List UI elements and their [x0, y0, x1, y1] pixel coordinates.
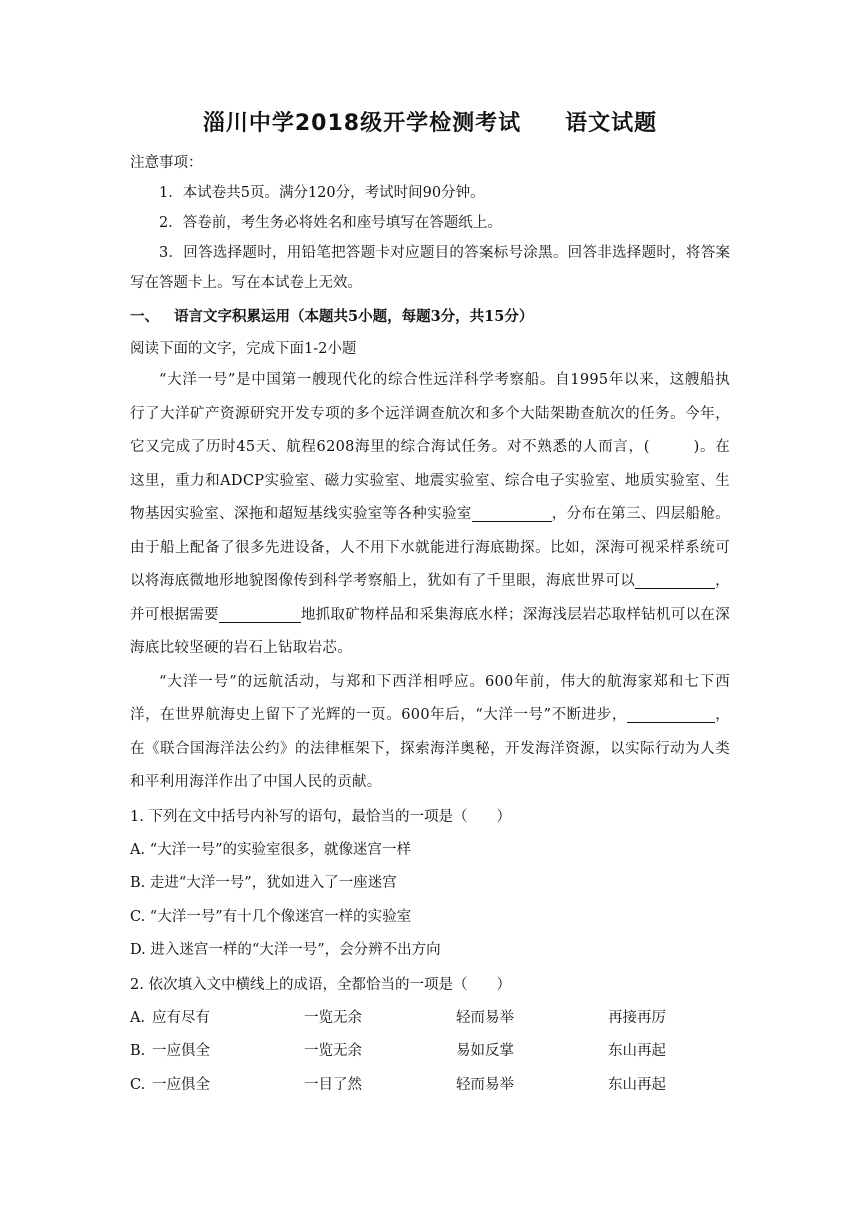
- notes-block: [130, 148, 730, 298]
- fill-blank: [472, 503, 552, 522]
- page-title: [130, 108, 730, 140]
- option-c: [130, 1069, 730, 1103]
- option-label: B.: [130, 1043, 146, 1059]
- fill-blank: [627, 704, 715, 723]
- option-a: A. “大洋一号”的实验室很多，就像迷宫一样: [130, 841, 412, 858]
- option-word: 再接再厉: [608, 1009, 666, 1026]
- question-stem: 1. 下列在文中括号内补写的语句，最恰当的一项是（ ）: [130, 808, 511, 825]
- section-number: 一、: [130, 308, 159, 325]
- passage-text: )。在这里，重力和ADCP实验室、磁力实验室、地震实验室、综合电子实验室、地质实验室、生物基因实验室、深拖和超短基线实验室等各种实验室: [130, 439, 730, 522]
- section-title: 语言文字积累运用（本题共5小题，每题3分，共15分）: [174, 308, 534, 325]
- option-word: 易如反掌: [456, 1043, 514, 1059]
- fill-blank: [635, 570, 715, 589]
- passage-text: 地抓取矿物样品和采集海底水样；深海浅层岩芯取样钻机可以在深海底比较坚硬的岩石上钻取岩芯。: [130, 606, 731, 656]
- exam-page: [130, 108, 730, 1102]
- passage-text: ，在《联合国海洋法公约》的法律框架下，探索海洋奥秘，开发海洋资源，以实际行动为人类和平利用海洋作出了中国人民的贡献。: [130, 707, 730, 790]
- option-c: C. “大洋一号”有十几个像迷宫一样的实验室: [130, 908, 412, 925]
- option-word: 一览无余: [304, 1009, 362, 1026]
- passage-text: ，并可根据需要: [130, 573, 730, 623]
- notes-heading: 注意事项：: [130, 155, 203, 171]
- option-word: 东山再起: [608, 1076, 666, 1093]
- question-1: [130, 800, 730, 968]
- note-item: 3．回答选择题时，用铅笔把答题卡对应题目的答案标号涂黑。回答非选择题时，将答案写在答题卡上。写在本试卷上无效。: [130, 245, 730, 291]
- section-heading: [130, 300, 730, 334]
- option-word: 轻而易举: [456, 1076, 514, 1093]
- option-word: 轻而易举: [456, 1009, 514, 1026]
- subject-title: 语文试题: [565, 111, 658, 136]
- option-word: 一应俱全: [152, 1043, 210, 1059]
- option-d: D. 进入迷宫一样的“大洋一号”，会分辨不出方向: [130, 942, 441, 958]
- note-item: 1．本试卷共5页。满分120分，考试时间90分钟。: [159, 185, 485, 201]
- option-a: [130, 1002, 730, 1036]
- note-item: 2．答卷前，考生务必将姓名和座号填写在答题纸上。: [159, 215, 502, 231]
- question-2: [130, 968, 730, 1103]
- fill-blank: [219, 604, 301, 623]
- school-title: 淄川中学2018级开学检测考试: [202, 111, 522, 136]
- option-word: 一览无余: [304, 1043, 362, 1059]
- passage-paragraph-2: [130, 666, 730, 800]
- passage-text: “大洋一号”的远航活动，与郑和下西洋相呼应。600年前，伟大的航海家郑和七下西洋，在世界航海史上留下了光辉的一页。600年后，“大洋一号”不断进步，: [130, 673, 730, 723]
- option-word: 一应俱全: [152, 1076, 210, 1093]
- option-b: B. 走进“大洋一号”，犹如进入了一座迷宫: [130, 875, 397, 891]
- passage-paragraph-1: [130, 364, 730, 666]
- passage-text: ，分布在第三、四层船舱。由于船上配备了很多先进设备，人不用下水就能进行海底勘探。比如，深海可视采样系统可以将海底微地形地貌图像传到科学考察船上，犹如有了千里眼，海底世界可以: [130, 506, 730, 589]
- question-stem: 2. 依次填入文中横线上的成语，全都恰当的一项是（ ）: [130, 976, 511, 993]
- option-word: 东山再起: [608, 1043, 666, 1059]
- option-label: A.: [130, 1009, 146, 1026]
- option-word: 一目了然: [304, 1076, 362, 1093]
- reading-instruction: 阅读下面的文字，完成下面1-2小题: [130, 341, 357, 357]
- passage-text: “大洋一号”是中国第一艘现代化的综合性远洋科学考察船。自1995年以来，这艘船执行了大洋矿产资源研究开发专项的多个远洋调查航次和多个大陆架勘查航次的任务。今年，它又完成了历时45天、航程6208海里的综合海试任务。对不熟悉的人而言，(: [130, 372, 730, 455]
- option-label: C.: [130, 1076, 146, 1093]
- option-b: [130, 1035, 730, 1069]
- option-word: 应有尽有: [152, 1009, 210, 1026]
